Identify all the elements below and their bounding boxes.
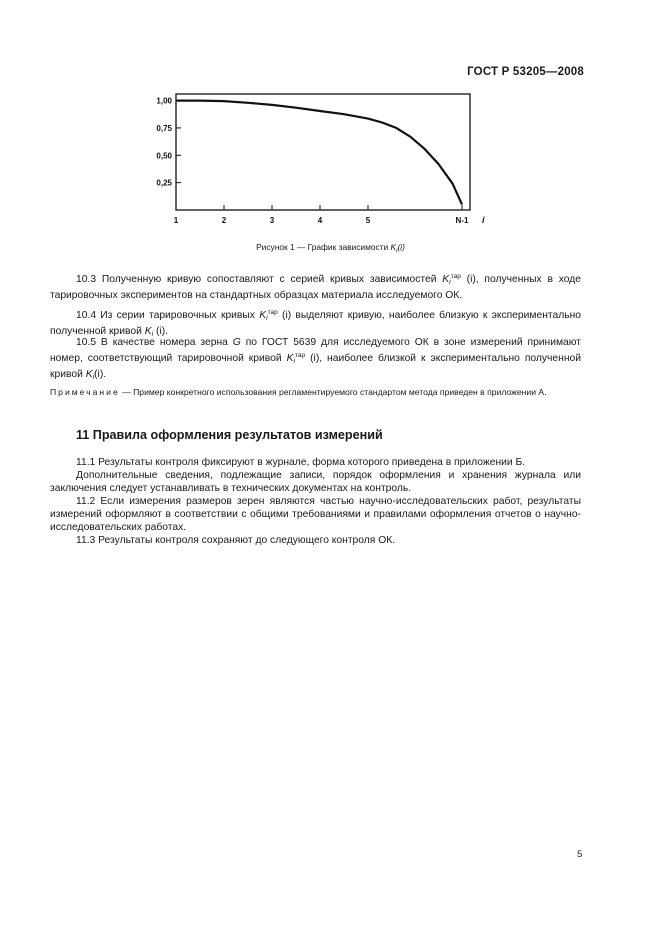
p10-4-sup: тар: [267, 309, 278, 316]
p10-3-text-a: 10.3 Полученную кривую сопоставляют с серией кривых зависимостей: [76, 274, 443, 285]
caption-subscript: i: [396, 248, 398, 255]
y-tick-label: 0,25: [156, 178, 172, 188]
note-text: — Пример конкретного использования регламентируемого стандартом метода приведен в приложении А.: [119, 387, 547, 397]
p10-4-text-c: (i).: [153, 326, 169, 337]
x-tick-label: 5: [365, 216, 371, 225]
y-tick-label: 0,75: [156, 123, 172, 133]
paragraph-10-5: [50, 336, 581, 384]
caption-prefix: Рисунок 1 — График зависимости: [256, 242, 391, 252]
p10-4-symbol-2: K: [144, 326, 152, 337]
x-tick-label: 3: [269, 216, 275, 225]
x-tick-label: 4: [317, 216, 323, 225]
chart-svg: [140, 90, 500, 230]
paragraph-11-2: 11.2 Если измерения размеров зерен являются частью научно-исследовательских работ, результаты измерений оформляют в соответствии с общими требованиями и правилами оформления отчетов о научно-исследовательских работах.: [50, 496, 581, 533]
p10-5-sub: i: [293, 358, 296, 365]
caption-argument: (i): [397, 242, 405, 252]
section-11-title: 11 Правила оформления результатов измерений: [76, 428, 383, 442]
standard-header: ГОСТ Р 53205—2008: [467, 66, 584, 78]
p10-5-sub-2: i: [92, 374, 95, 381]
paragraph-11-1b: Дополнительные сведения, подлежащие записи, порядок оформления и хранения журнала или заключения следует устанавливать в технических документах на контроль.: [50, 470, 581, 494]
p10-5-text-c: (i), наиболее близкой к экспериментально полученной кривой: [50, 353, 581, 380]
p10-4-sub-2: i: [151, 331, 154, 338]
p10-5-text-a: 10.5 В качестве номера зерна: [76, 337, 233, 348]
p10-4-text-b: (i) выделяют кривую, наиболее близкую к экспериментально полученной кривой: [50, 310, 581, 337]
x-tick-label: 1: [173, 216, 179, 225]
note-label: Примечание: [50, 387, 120, 397]
p10-5-g: G: [232, 337, 241, 348]
paragraph-11-1: 11.1 Результаты контроля фиксируют в журнале, форма которого приведена в приложении Б.: [76, 457, 526, 468]
p10-5-symbol: K: [286, 353, 294, 364]
series-line: [176, 101, 462, 205]
p10-3-sub: i: [449, 279, 451, 286]
p10-5-symbol-2: K: [85, 369, 93, 380]
y-tick-label: 1,00: [156, 96, 172, 106]
p10-4-symbol: K: [259, 310, 267, 321]
p10-3-symbol: K: [442, 274, 450, 285]
x-axis-label: i: [482, 215, 485, 225]
figure-caption: [0, 242, 661, 255]
y-tick-label: 0,50: [156, 151, 172, 161]
x-tick-label: N-1: [455, 216, 469, 225]
paragraph-10-3: [50, 270, 581, 302]
paragraph-11-3: 11.3 Результаты контроля сохраняют до следующего контроля ОК.: [76, 535, 396, 546]
page-number: 5: [577, 849, 583, 860]
figure-chart: [140, 90, 500, 230]
p10-3-text-b: (i), полученных в ходе тарировочных экспериментов на стандартных образцах материала исследуемого ОК.: [50, 274, 582, 301]
p10-4-sub: i: [266, 315, 268, 322]
caption-symbol: K: [390, 242, 397, 252]
p10-3-sup: тар: [450, 273, 461, 280]
p10-5-text-b: по ГОСТ 5639 для исследуемого ОК в зоне измерений принимают номер, соответствующий тарировочной кривой: [50, 337, 581, 364]
p10-5-text-d: (i).: [94, 369, 107, 380]
p10-5-sup: тар: [295, 352, 306, 359]
p10-4-text-a: 10.4 Из серии тарировочных кривых: [76, 310, 260, 321]
x-tick-label: 2: [221, 216, 227, 225]
note: [50, 387, 581, 398]
